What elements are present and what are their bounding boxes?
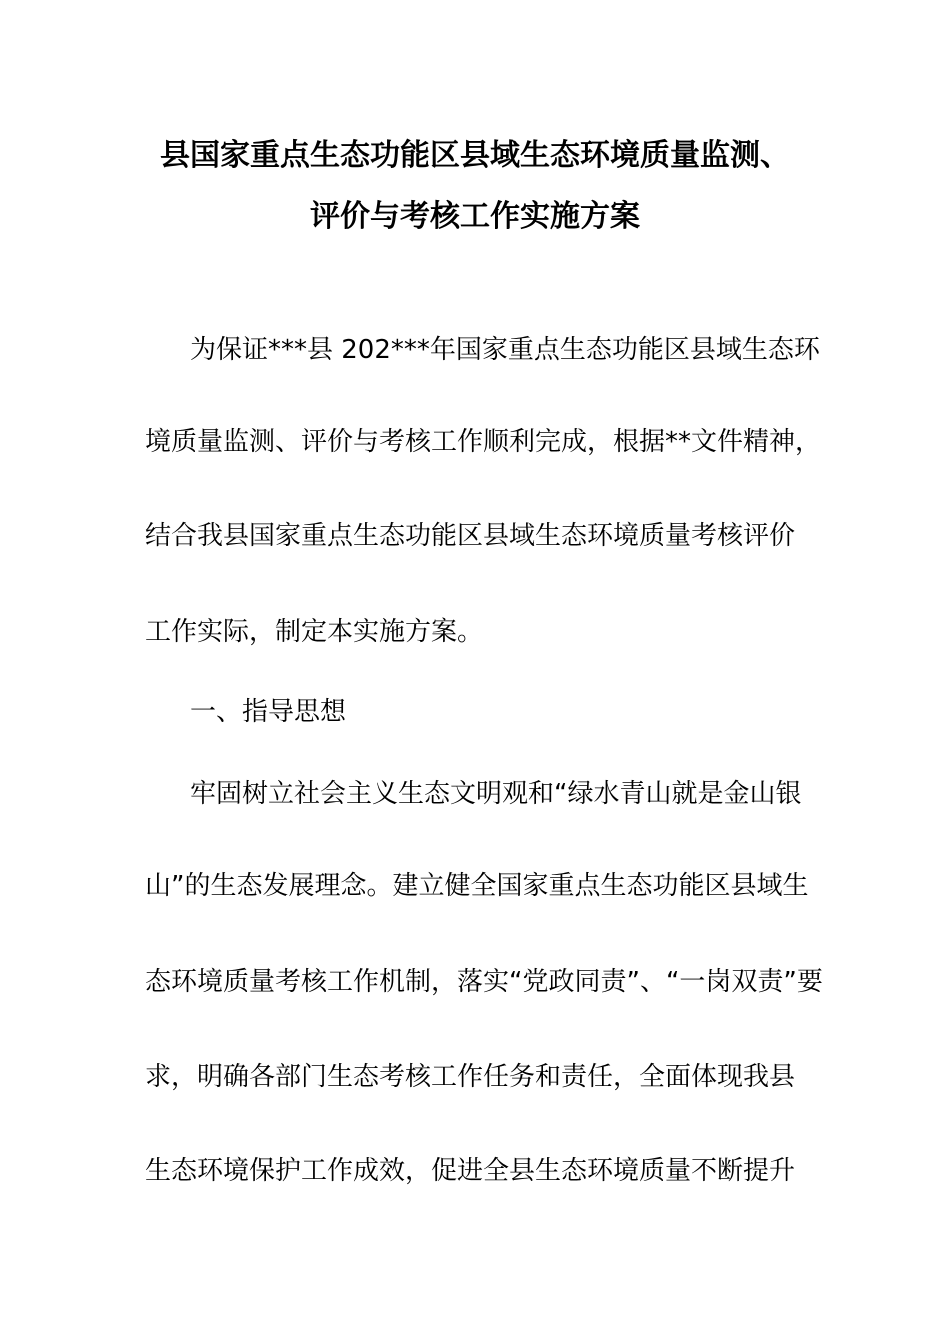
intro-line-4: 工作实际，制定本实施方案。	[145, 617, 484, 647]
intro-line-2: 境质量监测、评价与考核工作顺利完成，根据**文件精神，	[145, 427, 822, 457]
intro-line-1: 为保证***县 202***年国家重点生态功能区县域生态环	[190, 335, 820, 365]
section-line-2: 山”的生态发展理念。建立健全国家重点生态功能区县域生	[145, 871, 809, 901]
section-heading: 一、指导思想	[190, 697, 347, 727]
section-line-1: 牢固树立社会主义生态文明观和“绿水青山就是金山银	[190, 779, 802, 809]
section-line-5: 生态环境保护工作成效，促进全县生态环境质量不断提升	[145, 1156, 796, 1186]
document-title-line-1: 县国家重点生态功能区县域生态环境质量监测、	[160, 138, 790, 173]
document-title-line-2: 评价与考核工作实施方案	[310, 199, 640, 234]
section-line-4: 求，明确各部门生态考核工作任务和责任，全面体现我县	[145, 1062, 796, 1092]
intro-line-3: 结合我县国家重点生态功能区县域生态环境质量考核评价	[145, 521, 796, 551]
section-line-3: 态环境质量考核工作机制，落实“党政同责”、“一岗双责”要	[145, 967, 823, 997]
